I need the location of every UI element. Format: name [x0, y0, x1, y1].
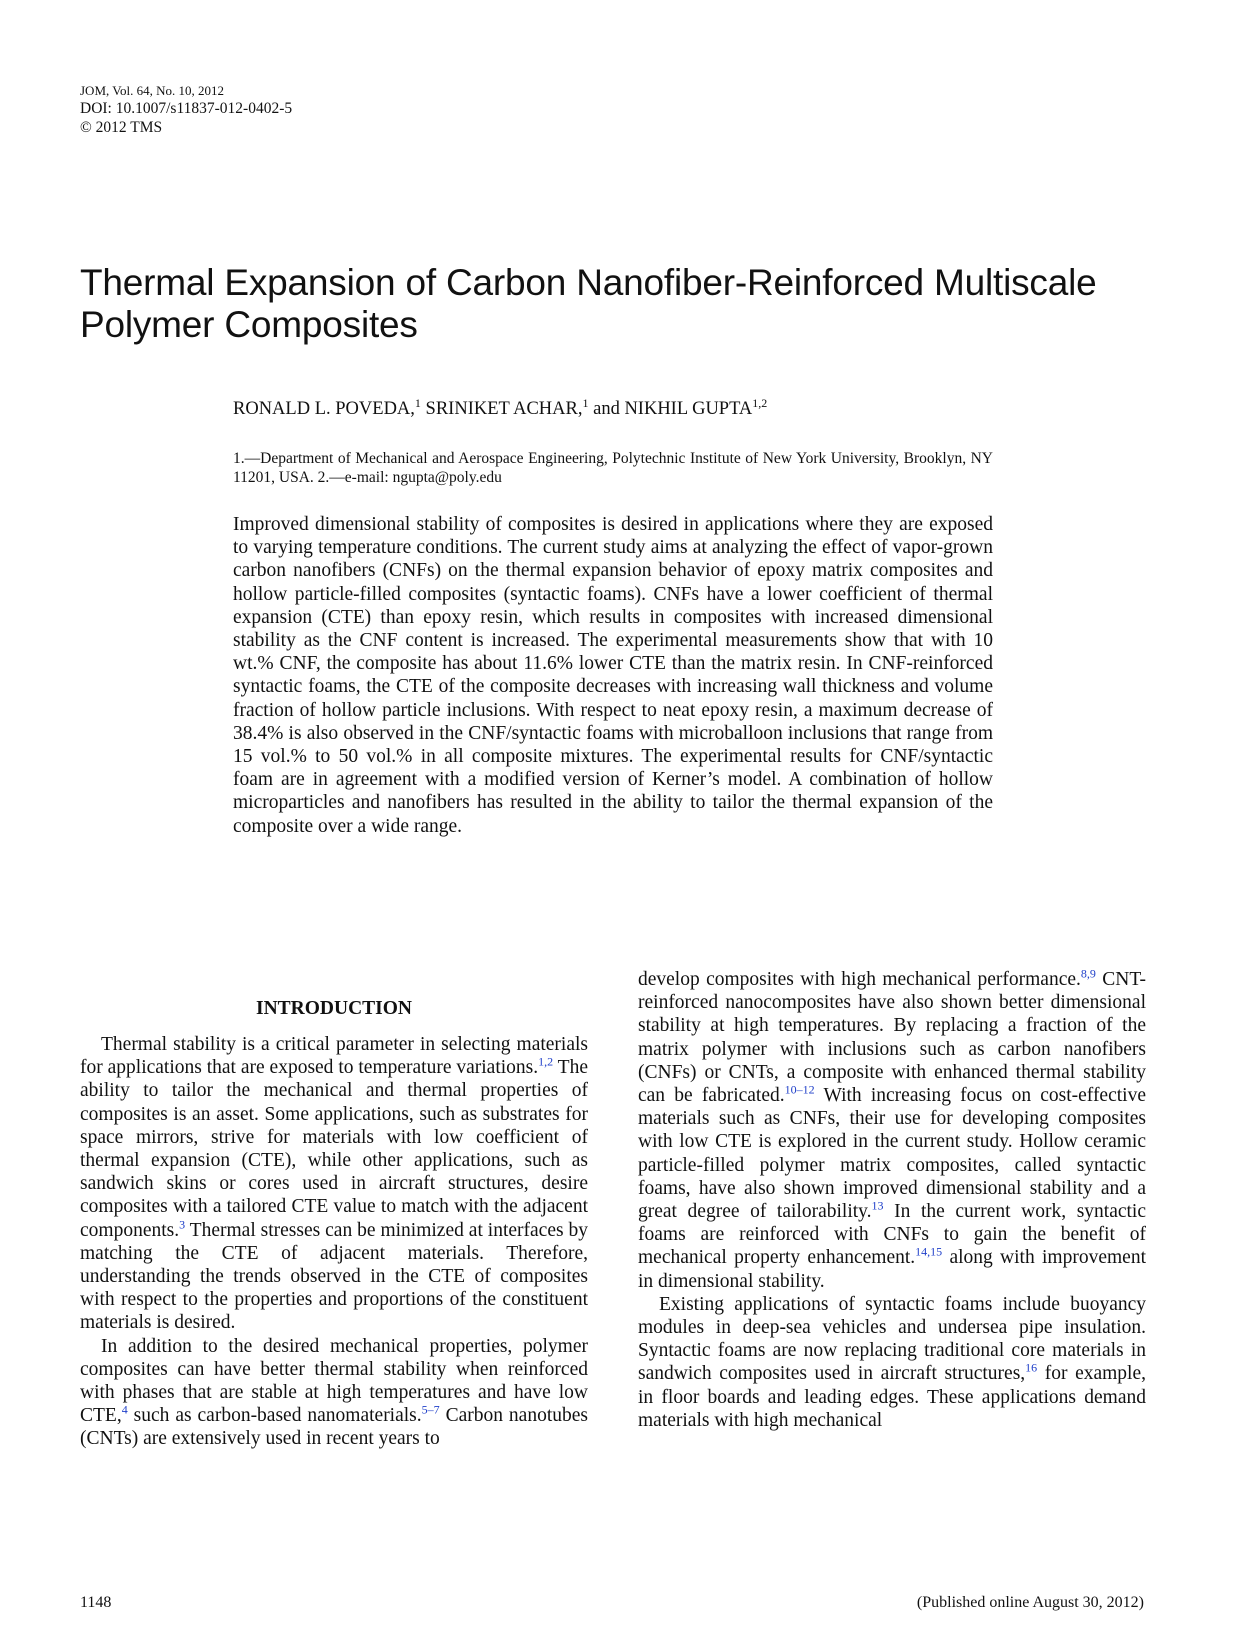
abstract: Improved dimensional stability of composites is desired in applications where they are exposed to varying temperature conditions. The current study aims at analyzing the effect of vapor-grown carbon nanofibers (CNFs) on the thermal expansion behavior of epoxy matrix composites and hollow particle-filled composites (syntactic foams). CNFs have a lower coefficient of thermal expansion (CTE) than epoxy resin, which results in composites with increased dimensional stability as the CNF content is increased. The experimental measurements show that with 10 wt.% CNF, the composite has about 11.6% lower CTE than the matrix resin. In CNF-reinforced syntactic foams, the CTE of the composite decreases with increasing wall thickness and volume fraction of hollow particle inclusions. With respect to neat epoxy resin, a maximum decrease of 38.4% is also observed in the CNF/syntactic foams with microballoon inclusions that range from 15 vol.% to 50 vol.% in all composite mixtures. The experimental results for CNF/syntactic foam are in agreement with a modified version of Kerner’s model. A combination of hollow microparticles and nanofibers has resulted in the ability to tailor the thermal expansion of the composite over a wide range.: [233, 514, 993, 837]
page-number: 1148: [80, 1594, 112, 1611]
journal-citation: JOM, Vol. 64, No. 10, 2012: [80, 83, 224, 98]
author-affil-sup: 1: [414, 395, 421, 410]
section-heading: INTRODUCTION: [255, 998, 413, 1019]
text-run: The ability to tailor the mechanical and thermal properties of composites is an asset. Some applications, such as substrates for space mirrors, strive for materials with low coefficient of thermal expansion (CTE), while other applications, such as sandwich skins or cores used in aircraft structures, desire composites with a tailored CTE value to match with the adjacent components.: [80, 1057, 588, 1241]
paragraph: [638, 1293, 1146, 1432]
author-affil-sup: 1,2: [752, 395, 768, 410]
copyright: © 2012 TMS: [80, 119, 163, 136]
author-affil-sup: 1: [582, 395, 589, 410]
citation-link[interactable]: 10–12: [784, 1082, 815, 1097]
citation-link[interactable]: 1,2: [538, 1054, 554, 1069]
text-run: along with improvement in dimensional stability.: [638, 1247, 1146, 1292]
citation-link[interactable]: 14,15: [915, 1244, 943, 1259]
text-run: such as carbon-based nanomaterials.: [127, 1405, 422, 1427]
paragraph: [80, 1033, 588, 1335]
text-run: In the current work, syntactic foams are reinforced with CNFs to gain the benefit of mechanical property enhancement.: [638, 1201, 1147, 1269]
citation-link[interactable]: 4: [121, 1402, 128, 1417]
author-name: and NIKHIL GUPTA: [593, 399, 753, 419]
paragraph: [638, 968, 1146, 1293]
author-name: SRINIKET ACHAR,: [425, 399, 583, 419]
author-name: RONALD L. POVEDA,: [233, 399, 415, 419]
text-run: In addition to the desired mechanical properties, polymer composites can have better thermal stability when reinforced with phases that are stable at high temperatures and have low CTE,: [80, 1335, 588, 1427]
citation-link[interactable]: 3: [179, 1217, 186, 1232]
text-run: CNT-reinforced nanocomposites have also shown better dimensional stability at high temperatures. By replacing a fraction of the matrix polymer with inclusions such as carbon nanofibers (CNFs) or CNTs, a composite with enhanced thermal stability can be fabricated.: [638, 969, 1146, 1107]
text-run: Thermal stability is a critical parameter in selecting materials for applications that are exposed to temperature variations.: [80, 1034, 588, 1079]
doi[interactable]: DOI: 10.1007/s11837-012-0402-5: [80, 100, 293, 117]
citation-link[interactable]: 16: [1025, 1360, 1038, 1375]
citation-link[interactable]: 13: [871, 1198, 884, 1213]
author-list: [233, 397, 767, 421]
journal-header: [80, 82, 292, 137]
text-run: Carbon nanotubes (CNTs) are extensively used in recent years to: [80, 1405, 588, 1450]
text-run: With increasing focus on cost-effective materials such as CNFs, their use for developing composites with low CTE is explored in the current study. Hollow ceramic particle-filled polymer matrix composites, called syntactic foams, have also shown improved dimensional stability and a great degree of tailorability.: [638, 1085, 1146, 1223]
left-column: [80, 997, 588, 1451]
text-run: Existing applications of syntactic foams include buoyancy modules in deep-sea vehicles and undersea pipe insulation. Syntactic foams are now replacing traditional core materials in sandwich composites used in aircraft structures,: [638, 1293, 1146, 1385]
paragraph: [80, 1335, 588, 1451]
right-column: [638, 968, 1146, 1432]
citation-link[interactable]: 5–7: [421, 1402, 440, 1417]
publication-date: (Published online August 30, 2012): [916, 1594, 1144, 1611]
text-run: for example, in floor boards and leading edges. These applications demand materials with high mechanical: [638, 1363, 1146, 1431]
text-run: develop composites with high mechanical performance.: [638, 969, 1081, 990]
paper-title: Thermal Expansion of Carbon Nanofiber-Reinforced Multiscale Polymer Composites: [80, 262, 1097, 345]
affiliation: 1.—Department of Mechanical and Aerospace Engineering, Polytechnic Institute of New York University, Brooklyn, NY 11201, USA. 2.—e-mail: ngupta@poly.edu: [233, 450, 993, 486]
citation-link[interactable]: 8,9: [1080, 966, 1096, 981]
text-run: Thermal stresses can be minimized at interfaces by matching the CTE of adjacent materials. Therefore, understanding the trends observed in the CTE of composites with respect to the properties and proportions of the constituent materials is desired.: [80, 1219, 588, 1334]
